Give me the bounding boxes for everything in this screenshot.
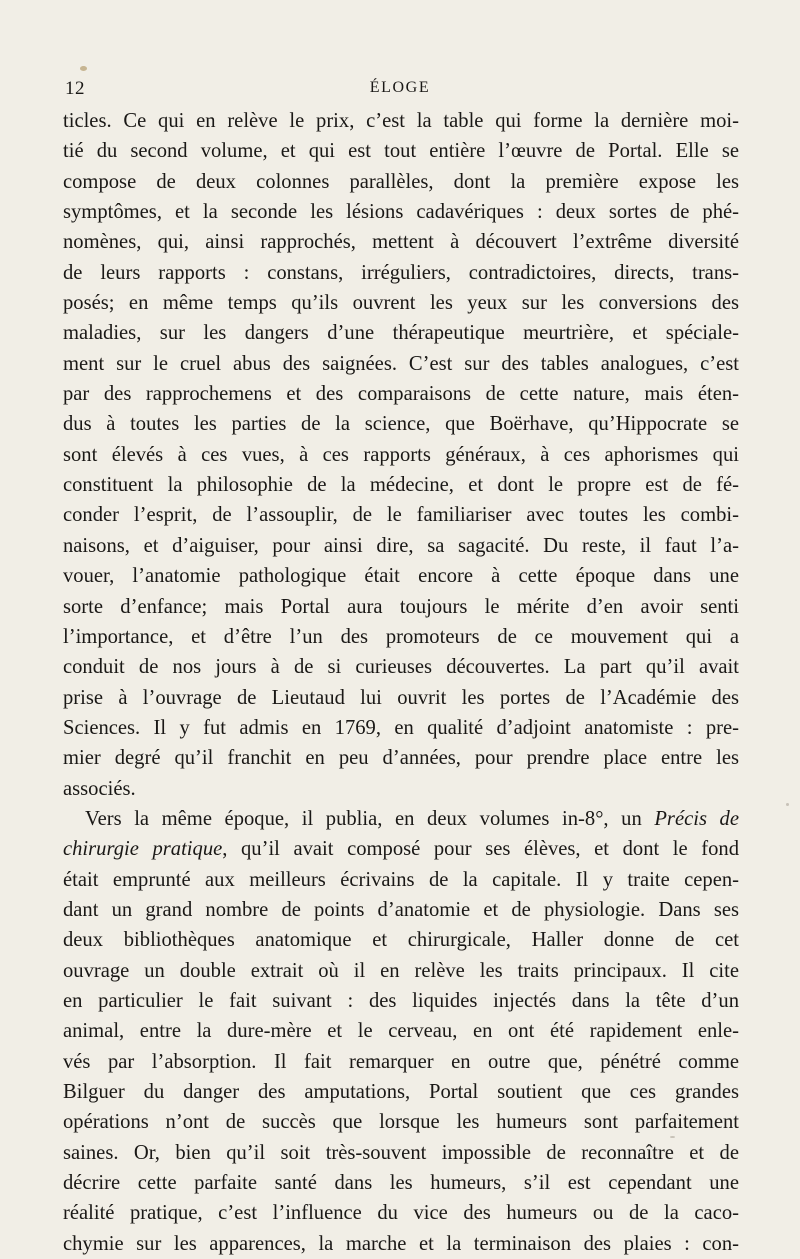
text-segment: constituent la philosophie de la médecine, et dont le propre est de fé- bbox=[63, 474, 739, 497]
text-line bbox=[63, 349, 739, 379]
text-segment: dant un grand nombre de points d’anatomie et de physiologie. Dans ses bbox=[63, 898, 739, 921]
text-segment: sont élevés à ces vues, à ces rapports généraux, à ces aphorismes qui bbox=[63, 443, 739, 466]
text-segment: saines. Or, bien qu’il soit très-souvent impossible de reconnaître et de bbox=[63, 1141, 739, 1164]
text-line bbox=[63, 713, 739, 743]
text-segment: mier degré qu’il franchit en peu d’années, pour prendre place entre les bbox=[63, 747, 739, 770]
page-header bbox=[65, 78, 735, 100]
text-segment: chymie sur les apparences, la marche et la terminaison des plaies : con- bbox=[63, 1232, 739, 1255]
text-line bbox=[63, 743, 739, 773]
text-line bbox=[63, 834, 739, 864]
text-segment: prise à l’ouvrage de Lieutaud lui ouvrit les portes de l’Académie des bbox=[63, 686, 739, 709]
text-segment: symptômes, et la seconde les lésions cadavériques : deux sortes de phé- bbox=[63, 201, 739, 224]
text-line bbox=[63, 531, 739, 561]
text-segment: tié du second volume, et qui est tout entière l’œuvre de Portal. Elle se bbox=[63, 140, 739, 163]
text-line bbox=[63, 1016, 739, 1046]
text-segment: par des rapprochemens et des comparaisons de cette nature, mais éten- bbox=[63, 383, 739, 406]
italic-title: chirurgie pratique bbox=[63, 838, 223, 861]
page-number: 12 bbox=[65, 78, 85, 99]
text-segment: naisons, et d’aiguiser, pour ainsi dire, sa sagacité. Du reste, il faut l’a- bbox=[63, 534, 739, 557]
text-line bbox=[63, 804, 739, 834]
text-line bbox=[63, 622, 739, 652]
text-segment: dus à toutes les parties de la science, que Boërhave, qu’Hippocrate se bbox=[63, 413, 739, 436]
text-segment: Bilguer du danger des amputations, Portal soutient que ces grandes bbox=[63, 1081, 739, 1103]
text-segment: était emprunté aux meilleurs écrivains de la capitale. Il y traite cepen- bbox=[63, 868, 739, 891]
text-line bbox=[63, 258, 739, 288]
text-segment: associés. bbox=[63, 777, 136, 800]
text-segment: , qu’il avait composé pour ses élèves, et dont le fond bbox=[222, 838, 739, 861]
text-line bbox=[63, 1107, 739, 1137]
text-line bbox=[63, 1168, 739, 1198]
text-line bbox=[63, 895, 739, 925]
paper-speck bbox=[786, 803, 789, 806]
text-segment: vouer, l’anatomie pathologique était encore à cette époque dans une bbox=[63, 565, 739, 588]
text-segment: maladies, sur les dangers d’une thérapeutique meurtrière, et spéciale- bbox=[63, 322, 739, 345]
text-line bbox=[63, 500, 739, 530]
text-segment: deux bibliothèques anatomique et chirurgicale, Haller donne de cet bbox=[63, 929, 739, 952]
text-line bbox=[63, 227, 739, 257]
text-line bbox=[63, 652, 739, 682]
text-line bbox=[63, 956, 739, 986]
text-segment: en particulier le fait suivant : des liquides injectés dans la tête d’un bbox=[63, 989, 739, 1012]
text-line bbox=[63, 1077, 739, 1107]
text-line bbox=[63, 925, 739, 955]
text-segment: conder l’esprit, de l’assouplir, de le familiariser avec toutes les combi- bbox=[63, 504, 739, 527]
text-line bbox=[63, 440, 739, 470]
text-segment: décrire cette parfaite santé dans les humeurs, s’il est cependant une bbox=[63, 1172, 739, 1195]
text-segment: ticles. Ce qui en relève le prix, c’est la table qui forme la dernière moi- bbox=[63, 110, 739, 132]
text-line bbox=[63, 136, 739, 166]
text-segment: opérations n’ont de succès que lorsque les humeurs sont parfaitement bbox=[63, 1111, 739, 1134]
text-segment: vés par l’absorption. Il fait remarquer en outre que, pénétré comme bbox=[63, 1050, 739, 1073]
text-line bbox=[63, 318, 739, 348]
text-line bbox=[63, 683, 739, 713]
text-segment: de leurs rapports : constans, irréguliers, contradictoires, directs, trans- bbox=[63, 261, 739, 284]
text-line bbox=[63, 1229, 739, 1259]
text-segment: nomènes, qui, ainsi rapprochés, mettent à découvert l’extrême diversité bbox=[63, 231, 739, 254]
text-line bbox=[63, 1198, 739, 1228]
body-text bbox=[63, 106, 739, 1259]
ink-stain bbox=[80, 66, 87, 71]
text-segment: animal, entre la dure-mère et le cerveau, en ont été rapidement enle- bbox=[63, 1020, 739, 1043]
text-line bbox=[63, 379, 739, 409]
text-segment: Vers la même époque, il publia, en deux volumes in-8°, un bbox=[85, 807, 655, 830]
text-line bbox=[63, 865, 739, 895]
text-line bbox=[63, 561, 739, 591]
text-segment: ouvrage un double extrait où il en relève les traits principaux. Il cite bbox=[63, 959, 739, 982]
text-segment: sorte d’enfance; mais Portal aura toujours le mérite d’en avoir senti bbox=[63, 595, 739, 618]
text-segment: conduit de nos jours à de si curieuses découvertes. La part qu’il avait bbox=[63, 656, 739, 679]
text-line bbox=[63, 409, 739, 439]
text-segment: l’importance, et d’être l’un des promoteurs de ce mouvement qui a bbox=[63, 625, 739, 648]
text-segment: posés; en même temps qu’ils ouvrent les yeux sur les conversions des bbox=[63, 292, 739, 315]
text-line bbox=[63, 167, 739, 197]
text-segment: Sciences. Il y fut admis en 1769, en qualité d’adjoint anatomiste : pre- bbox=[63, 716, 739, 739]
text-segment: ment sur le cruel abus des saignées. C’est sur des tables analogues, c’est bbox=[63, 352, 739, 375]
text-line bbox=[63, 1047, 739, 1077]
text-line bbox=[63, 1138, 739, 1168]
running-title: ÉLOGE bbox=[369, 79, 431, 96]
text-line bbox=[63, 106, 739, 136]
text-line bbox=[63, 774, 739, 804]
text-line bbox=[63, 986, 739, 1016]
text-line bbox=[63, 470, 739, 500]
text-segment: réalité pratique, c’est l’influence du vice des humeurs ou de la caco- bbox=[63, 1202, 739, 1225]
italic-title: Précis de bbox=[654, 807, 739, 830]
text-line bbox=[63, 288, 739, 318]
text-line bbox=[63, 592, 739, 622]
text-line bbox=[63, 197, 739, 227]
text-segment: compose de deux colonnes parallèles, dont la première expose les bbox=[63, 170, 739, 193]
